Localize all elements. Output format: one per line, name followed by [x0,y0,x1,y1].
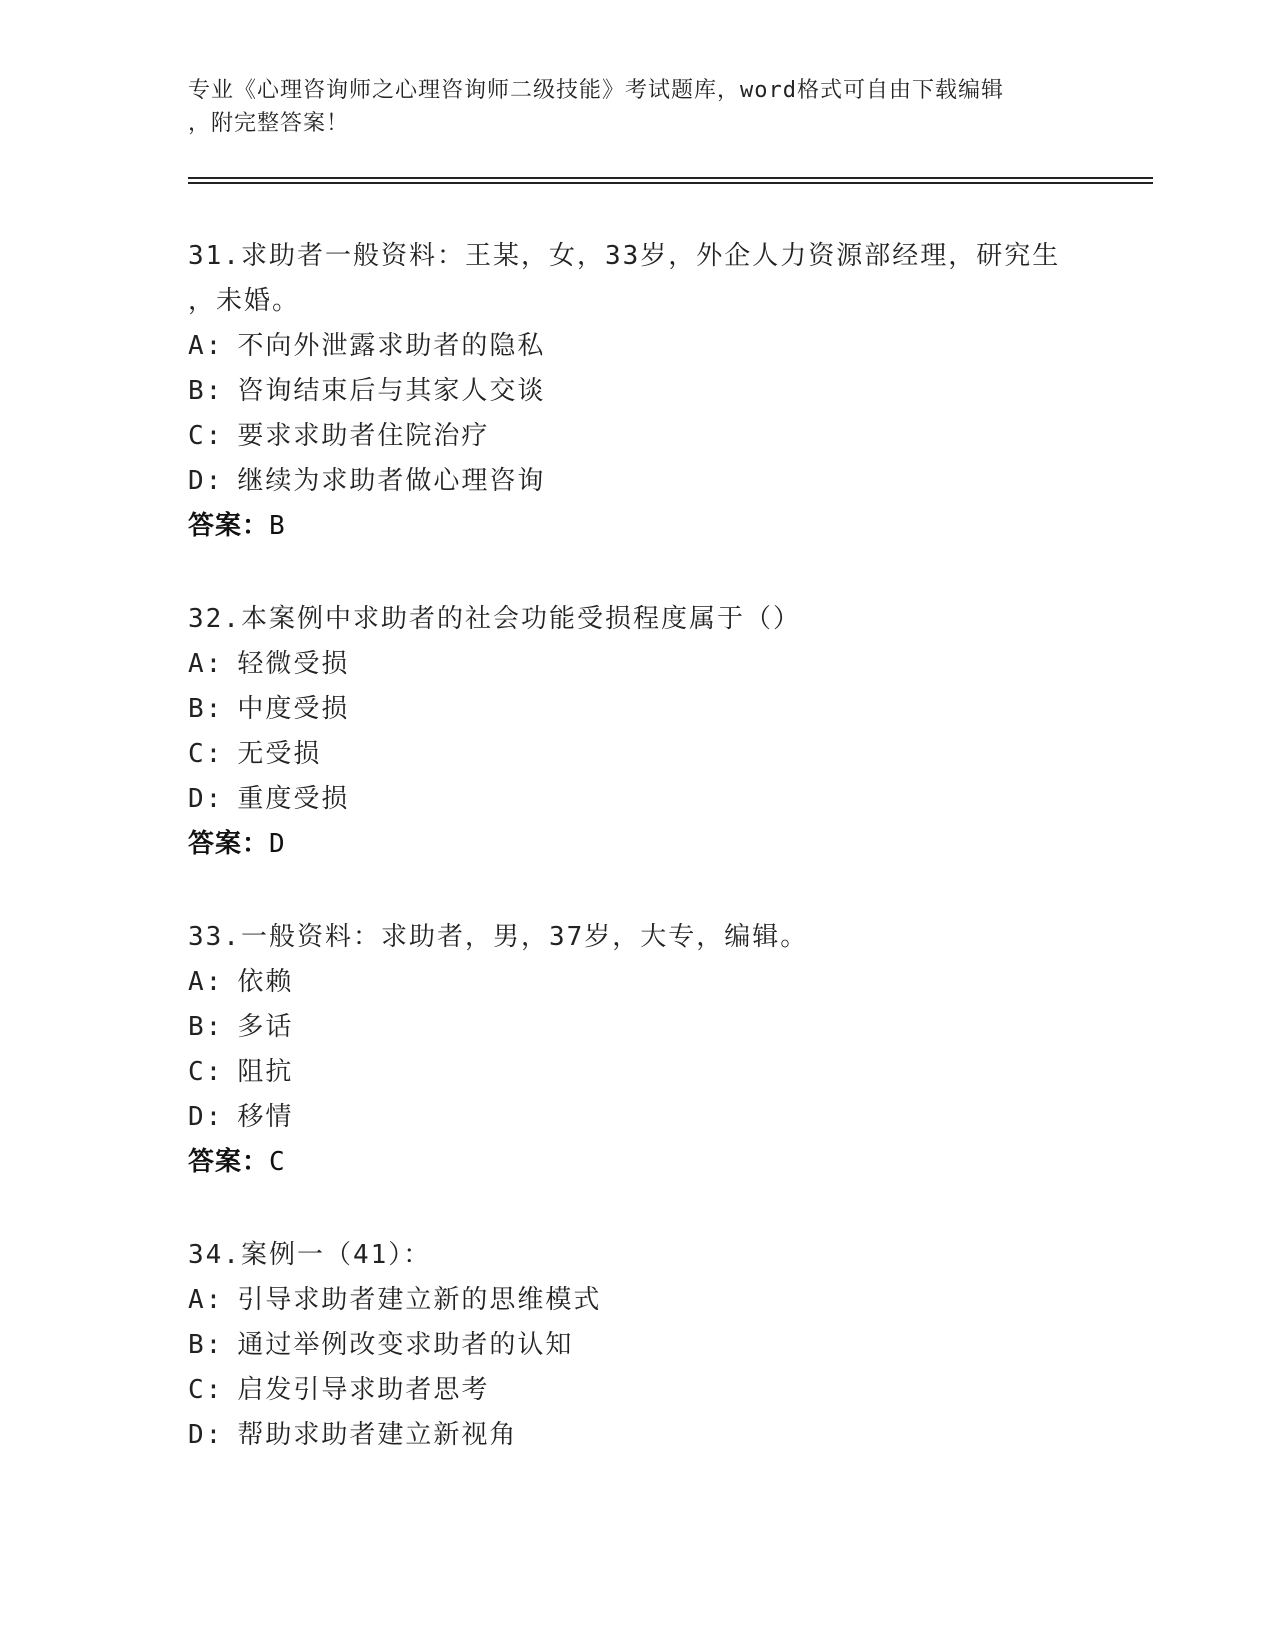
option-letter: C: [188,1057,224,1087]
header-line-1: 专业《心理咨询师之心理咨询师二级技能》考试题库，word格式可自由下载编辑 [188,78,1004,103]
option-letter: C: [188,421,224,451]
option-text: 咨询结束后与其家人交谈 [237,376,546,406]
header-line-2: ，附完整答案！ [188,111,350,136]
option-c [188,1050,1088,1095]
option-letter: B: [188,376,224,406]
option-a [188,642,1088,687]
option-letter: C: [188,739,224,769]
option-letter: C: [188,1375,224,1405]
option-d [188,1095,1088,1140]
option-a [188,324,1088,369]
option-letter: D: [188,1102,224,1132]
option-letter: B: [188,1330,224,1360]
option-a [188,1278,1088,1323]
option-b [188,1323,1088,1368]
answer-label: 答案： [188,829,270,859]
answer-line [188,822,1088,867]
answer-line [188,1140,1088,1185]
question-32 [188,597,1088,867]
option-text: 继续为求助者做心理咨询 [237,466,546,496]
option-text: 无受损 [237,739,322,769]
option-letter: B: [188,1012,224,1042]
option-text: 轻微受损 [237,649,350,679]
option-d [188,777,1088,822]
answer-value: D [269,829,286,859]
option-text: 引导求助者建立新的思维模式 [237,1285,602,1315]
option-c [188,414,1088,459]
answer-value: B [269,511,286,541]
document-header [188,74,1068,140]
option-letter: A: [188,331,224,361]
option-d [188,459,1088,504]
option-text: 依赖 [237,967,294,997]
option-letter: B: [188,694,224,724]
header-divider-top [188,177,1153,179]
option-b [188,687,1088,732]
option-letter: D: [188,784,224,814]
option-text: 启发引导求助者思考 [237,1375,490,1405]
option-text: 不向外泄露求助者的隐私 [237,331,546,361]
option-d [188,1413,1088,1458]
option-text: 重度受损 [237,784,350,814]
option-text: 移情 [237,1102,294,1132]
option-text: 阻抗 [237,1057,294,1087]
question-stem-line-1: 33.一般资料：求助者，男，37岁，大专，编辑。 [188,922,809,952]
option-letter: A: [188,649,224,679]
option-letter: D: [188,466,224,496]
option-text: 中度受损 [237,694,350,724]
option-text: 通过举例改变求助者的认知 [237,1330,574,1360]
option-b [188,1005,1088,1050]
option-text: 帮助求助者建立新视角 [237,1420,518,1450]
option-letter: D: [188,1420,224,1450]
option-c [188,732,1088,777]
option-a [188,960,1088,1005]
option-letter: A: [188,967,224,997]
question-33 [188,915,1088,1185]
question-stem-line-1: 34.案例一（41）： [188,1240,432,1270]
option-c [188,1368,1088,1413]
header-divider-bottom [188,182,1153,184]
question-34 [188,1233,1088,1458]
answer-label: 答案： [188,1147,270,1177]
question-stem-line-1: 31.求助者一般资料：王某，女，33岁，外企人力资源部经理，研究生 [188,241,1061,271]
answer-value: C [269,1147,286,1177]
answer-label: 答案： [188,511,270,541]
option-text: 要求求助者住院治疗 [237,421,490,451]
answer-line [188,504,1088,549]
option-letter: A: [188,1285,224,1315]
question-stem-line-1: 32.本案例中求助者的社会功能受损程度属于（） [188,604,801,634]
question-31 [188,234,1088,549]
option-text: 多话 [237,1012,294,1042]
question-stem-line-2: ，未婚。 [188,286,301,316]
option-b [188,369,1088,414]
